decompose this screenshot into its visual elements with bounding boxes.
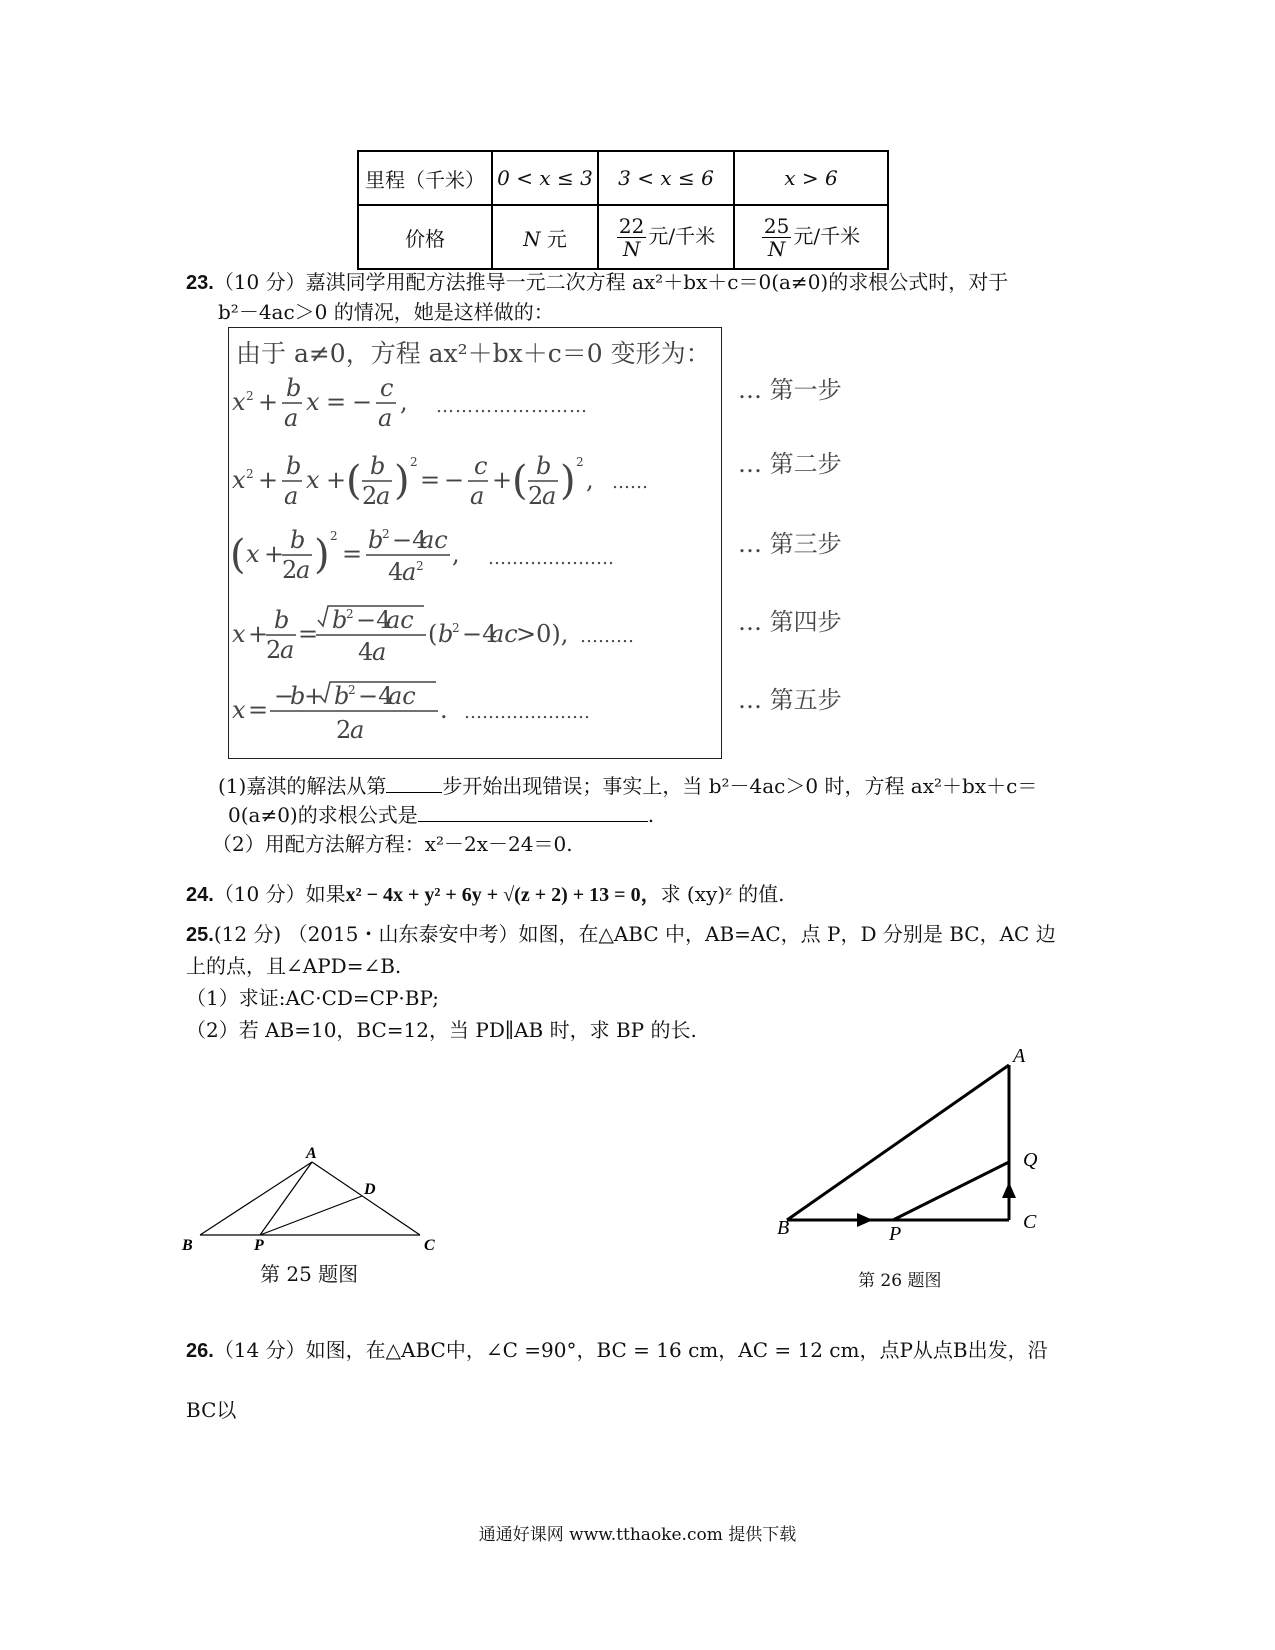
svg-text:b: b [370,452,386,480]
fig26-label-p: P [889,1223,902,1240]
svg-text:2: 2 [246,389,254,403]
svg-text:b: b [334,682,350,710]
svg-text:………: ……… [580,626,634,647]
svg-text:x: x [232,696,246,724]
svg-text:2: 2 [246,467,254,481]
q25-sub2: （2）若 AB=10，BC=12，当 PD∥AB 时，求 BP 的长. [186,1018,697,1042]
svg-text:a: a [372,638,387,666]
svg-text:……………………: …………………… [436,396,588,417]
q24-number: 24. [186,884,214,906]
svg-text:+: + [258,466,279,494]
svg-text:ac: ac [386,606,414,634]
eq-step5 [232,682,590,744]
svg-text:x: x [306,466,320,494]
svg-text:2: 2 [416,559,424,573]
svg-text:2: 2 [266,636,282,664]
svg-text:−4: −4 [392,526,428,554]
fig25-label-p: P [254,1237,264,1250]
svg-text:b: b [290,682,306,710]
svg-text:): ) [394,458,410,504]
svg-text:2: 2 [528,482,544,510]
svg-text:b: b [438,620,454,648]
svg-text:b: b [286,452,302,480]
table-range-3: x > 6 [734,151,888,205]
derivation-equations [228,370,718,755]
svg-text:2: 2 [576,455,584,469]
svg-text:…………………: ………………… [488,548,614,569]
figure-25 [180,1140,440,1250]
table-price-label: 价格 [358,205,492,269]
svg-text:2: 2 [336,716,352,744]
svg-text:2: 2 [382,527,390,541]
answer-blank-formula[interactable] [418,821,648,822]
eq-step4 [232,606,634,666]
svg-text:a: a [542,482,557,510]
q23-line1: 23.（10 分）嘉淇同学用配方法推导一元二次方程 ax²＋bx＋c＝0(a≠0)的求根公式时，对于 [186,270,1009,294]
svg-text:(: ( [230,532,246,578]
svg-text:b: b [536,452,552,480]
svg-text:4: 4 [388,558,404,586]
step-label-3: … 第三步 [738,530,842,558]
svg-text:+: + [492,466,513,494]
svg-text:−4: −4 [358,682,394,710]
q25-line1: 25.(12 分) （2015・山东泰安中考）如图，在△ABC 中，AB=AC，点 P，D 分别是 BC，AC 边 [186,922,1056,946]
svg-text:a: a [376,482,391,510]
q23-sub1-line1: (1)嘉淇的解法从第 步开始出现错误；事实上，当 b²－4ac＞0 时，方程 ax²＋bx＋c＝ [218,774,1038,798]
fig26-label-b: B [777,1217,790,1239]
eq-step3 [230,526,614,586]
svg-text:=: = [248,696,269,724]
svg-text:x: x [232,388,246,416]
svg-text:ac: ac [388,682,416,710]
svg-text:a: a [470,482,485,510]
svg-text:2: 2 [410,455,418,469]
svg-text:+: + [264,540,285,568]
fig25-label-d: D [364,1181,376,1198]
fig25-label-b: B [182,1237,193,1250]
svg-text:a: a [284,404,299,432]
svg-text:……: …… [612,472,648,493]
svg-text:x: x [232,620,246,648]
q26-number: 26. [186,1340,214,1362]
svg-text:a: a [402,558,417,586]
q25-line2: 上的点，且∠APD=∠B. [186,954,402,978]
svg-text:,: , [400,388,408,416]
svg-text:(: ( [512,458,528,504]
svg-text:2: 2 [452,621,460,635]
svg-text:.: . [440,696,448,724]
svg-text:a: a [296,556,311,584]
step-label-1: … 第一步 [738,376,842,404]
svg-text:−: − [274,682,295,710]
svg-text:−4: −4 [356,606,392,634]
page-footer: 通通好课网 www.tthaoke.com 提供下载 [478,1525,797,1545]
fig26-label-a: A [1013,1045,1026,1067]
svg-text:(: ( [346,458,362,504]
q25-sub1: （1）求证:AC·CD=CP·BP; [186,986,439,1010]
q23-sub2: （2）用配方法解方程：x²－2x－24＝0. [212,832,573,856]
eq-step1 [232,374,588,432]
svg-text:…………………: ………………… [464,702,590,723]
svg-text:=: = [420,466,441,494]
q24-line: 24.（10 分）如果x² − 4x + y² + 6y + √(z + 2) + 13 = 0，求 (xy)ᶻ 的值. [186,882,785,906]
svg-text:c: c [474,452,488,480]
fig25-caption: 第 25 题图 [260,1262,359,1286]
q26-line1: 26.（14 分）如图，在△ABC中，∠C =90°，BC = 16 cm，AC = 12 cm，点P从点B出发，沿 [186,1338,1048,1362]
answer-blank-step[interactable] [386,792,442,793]
svg-text:=: = [326,388,347,416]
svg-text:2: 2 [348,683,356,697]
fig26-label-c: C [1023,1211,1037,1233]
svg-text:b: b [368,526,384,554]
svg-text:−: − [352,388,373,416]
svg-text:ac: ac [490,620,518,648]
step-label-5: … 第五步 [738,686,842,714]
svg-text:+: + [258,388,279,416]
q23-number: 23. [186,272,214,294]
svg-text:a: a [280,636,295,664]
svg-text:(: ( [428,620,438,648]
svg-text:): ) [314,532,330,578]
table-price-3: $\frac{25}{N}$ 元/千米 [734,205,888,269]
svg-text:b: b [290,526,306,554]
q24-expression: x² − 4x + y² + 6y + √(z + 2) + 13 = 0， [345,884,661,906]
q26-line2: BC以 [186,1398,237,1422]
svg-text:>0),: >0), [516,620,569,648]
svg-text:a: a [378,404,393,432]
derivation-title: 由于 a≠0，方程 ax²＋bx＋c＝0 变形为： [236,339,711,368]
fig26-label-q: Q [1023,1149,1038,1171]
svg-text:c: c [380,374,394,402]
svg-text:2: 2 [362,482,378,510]
svg-text:a: a [284,482,299,510]
svg-text:): ) [560,458,576,504]
svg-text:a: a [350,716,365,744]
q23-line2: b²－4ac＞0 的情况，她是这样做的： [218,300,554,324]
table-price-1: N 元 [492,205,598,269]
svg-text:,: , [452,540,460,568]
svg-text:b: b [274,606,290,634]
svg-text:x: x [246,540,260,568]
eq-step2 [232,452,648,510]
svg-text:ac: ac [420,526,448,554]
price-table [357,150,889,270]
step-label-4: … 第四步 [738,608,842,636]
fig25-label-a: A [306,1145,317,1162]
q23-sub1-line2: 0(a≠0)的求根公式是 . [228,803,655,827]
table-header-distance: 里程（千米） [358,151,492,205]
svg-text:−4: −4 [462,620,498,648]
svg-text:2: 2 [330,529,338,543]
svg-text:x: x [306,388,320,416]
svg-text:4: 4 [358,638,374,666]
step-label-2: … 第二步 [738,450,842,478]
table-range-2: 3 < x ≤ 6 [598,151,734,205]
svg-text:b: b [286,374,302,402]
table-price-2: $\frac{22}{N}$ 元/千米 [598,205,734,269]
svg-text:2: 2 [346,607,354,621]
svg-text:,: , [586,466,594,494]
svg-text:+: + [248,620,269,648]
svg-text:=: = [298,620,319,648]
svg-text:2: 2 [282,556,298,584]
svg-text:−: − [444,466,465,494]
fig26-caption: 第 26 题图 [858,1271,942,1291]
svg-text:b: b [332,606,348,634]
figure-26 [775,1040,1055,1240]
svg-text:+: + [304,682,325,710]
svg-text:x: x [232,466,246,494]
fig25-label-c: C [424,1237,435,1250]
q25-number: 25. [186,924,214,946]
svg-text:=: = [342,540,363,568]
svg-text:+: + [326,466,347,494]
table-range-1: 0 < x ≤ 3 [492,151,598,205]
